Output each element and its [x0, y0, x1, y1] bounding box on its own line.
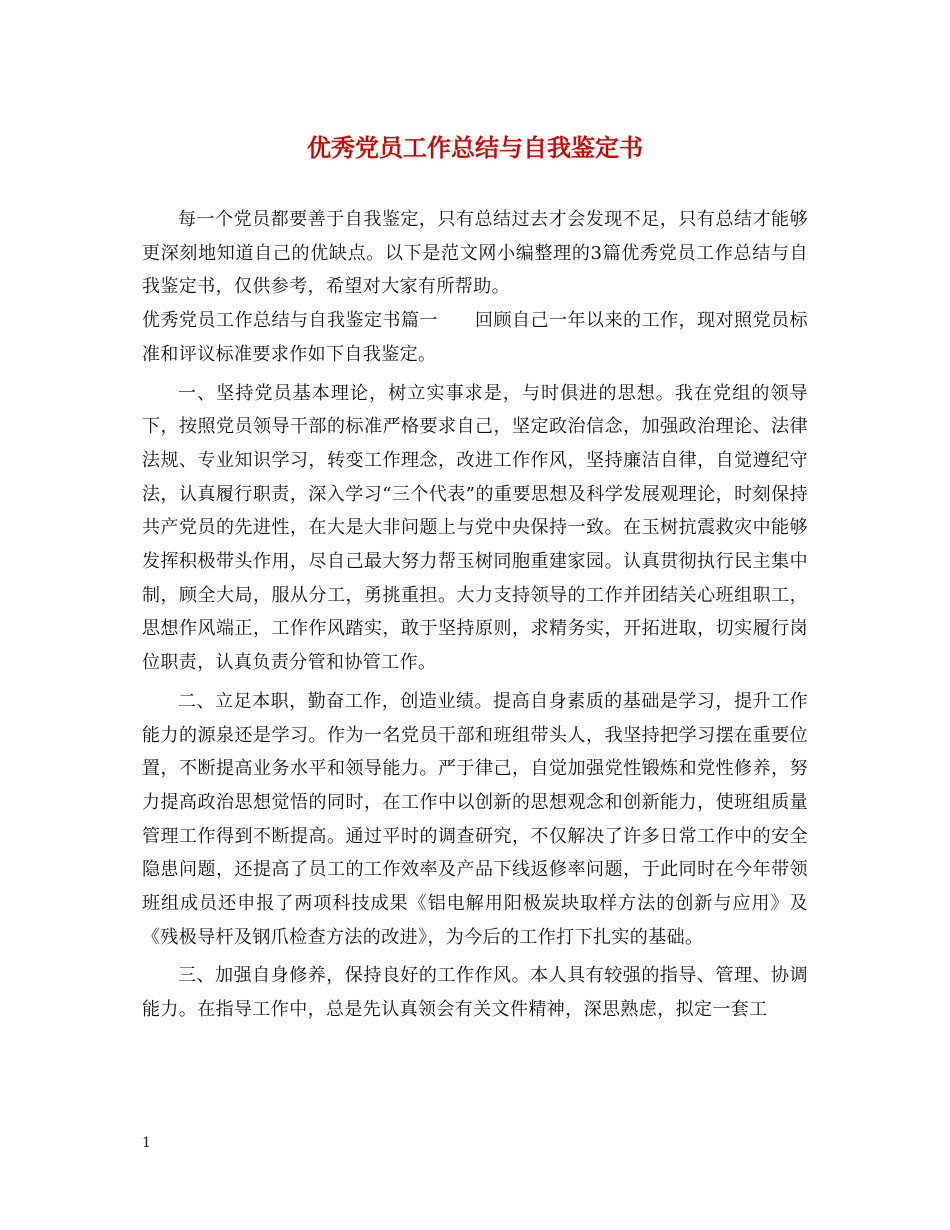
document-title: 优秀党员工作总结与自我鉴定书	[307, 133, 643, 162]
body-paragraph-3: 三、加强自身修养，保持良好的工作作风。本人具有较强的指导、管理、协调能力。在指导工作中，总是先认真领会有关文件精神，深思熟虑，拟定一套工	[142, 965, 808, 1021]
page-number: 1	[142, 1135, 151, 1151]
body-paragraph-1: 一、坚持党员基本理论，树立实事求是，与时俱进的思想。我在党组的领导下，按照党员领导干部的标准严格要求自己，坚定政治信念，加强政治理论、法律法规、专业知识学习，转变工作理念，改进工作作风，坚持廉洁自律，自觉遵纪守法，认真履行职责，深入学习“三个代表”的重要思想及科学发展观理论，时刻保持共产党员的先进性，在大是大非问题上与党中央保持一致。在玉树抗震救灾中能够发挥积极带头作用，尽自己最大努力帮玉树同胞重建家园。认真贯彻执行民主集中制，顾全大局，服从分工，勇挑重担。大力支持领导的工作并团结关心班组职工，思想作风端正，工作作风踏实，敢于坚持原则，求精务实，开拓进取，切实履行岗位职责，认真负责分管和协管工作。	[142, 382, 808, 674]
body-paragraph-2: 二、立足本职，勤奋工作，创造业绩。提高自身素质的基础是学习，提升工作能力的源泉还是学习。作为一名党员干部和班组带头人，我坚持把学习摆在重要位置，不断提高业务水平和领导能力。严于律己，自觉加强党性锻炼和党性修养，努力提高政治思想觉悟的同时，在工作中以创新的思想观念和创新能力，使班组质量管理工作得到不断提高。通过平时的调查研究，不仅解决了许多日常工作中的安全隐患问题，还提高了员工的工作效率及产品下线返修率问题，于此同时在今年带领班组成员还申报了两项科技成果《铝电解用阳极炭块取样方法的创新与应用》及《残极导杆及钢爪检查方法的改进》，为今后的工作打下扎实的基础。	[142, 690, 808, 948]
document-body	[142, 203, 808, 1027]
intro-paragraph: 每一个党员都要善于自我鉴定，只有总结过去才会发现不足，只有总结才能够更深刻地知道自己的优缺点。以下是范文网小编整理的3篇优秀党员工作总结与自我鉴定书，仅供参考，希望对大家有所帮助。	[142, 209, 808, 298]
section-lead-paragraph: 优秀党员工作总结与自我鉴定书篇一 回顾自己一年以来的工作，现对照党员标准和评议标准要求作如下自我鉴定。	[142, 310, 808, 365]
